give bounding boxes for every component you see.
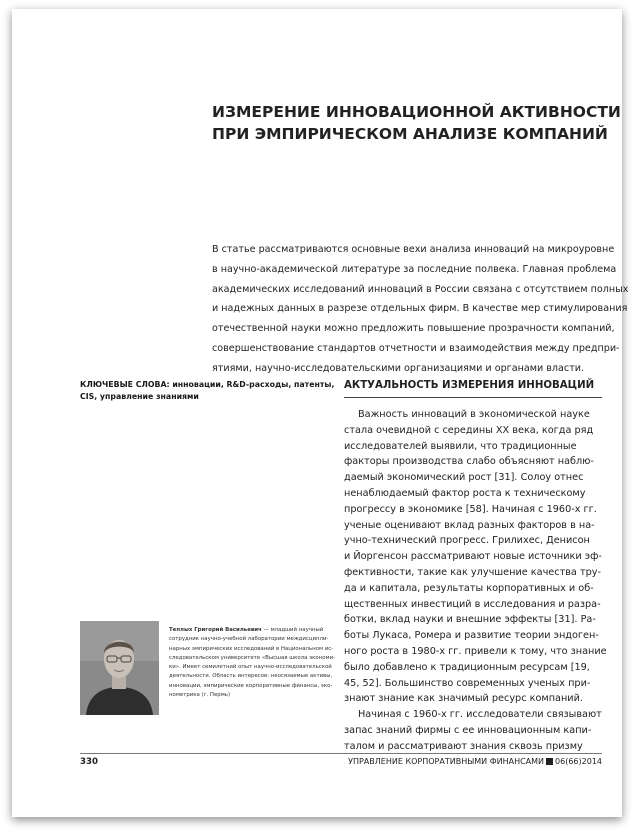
- author-portrait-icon: [80, 621, 159, 715]
- body-line: запас знаний фирмы с ее инновационным капи-: [344, 724, 592, 736]
- article-abstract: [212, 240, 629, 379]
- author-bio: [169, 626, 336, 700]
- bio-line: — младший научный: [261, 627, 324, 633]
- body-line: было добавлено к традиционным ресурсам [19,: [344, 661, 590, 673]
- abstract-line: В статье рассматриваются основные вехи анализа инноваций на микроуровне: [212, 244, 615, 255]
- keywords: КЛЮЧЕВЫЕ СЛОВА: инновации, R&D-расходы, патенты, CIS, управление знаниями: [80, 380, 335, 401]
- body-line: Важность инноваций в экономической науке: [358, 409, 590, 420]
- body-line: ного роста в 1980-х гг. привели к тому, что знание: [344, 645, 607, 657]
- square-icon: [546, 758, 553, 765]
- abstract-line: отечественной науки можно предложить повышение прозрачности компаний,: [212, 323, 615, 335]
- abstract-line: и надежных данных в разрезе отдельных фирм. В качестве мер стимулирования: [212, 303, 628, 315]
- bio-line: нометрика (г. Пермь): [169, 692, 231, 699]
- body-line: боты Лукаса, Ромера и развитие теории эндоген-: [344, 630, 599, 642]
- abstract-line: ятиями, научно-исследовательскими организациями и органами власти.: [212, 362, 585, 374]
- body-text: [344, 407, 607, 755]
- body-line: Начиная с 1960-х гг. исследователи связывают: [358, 709, 602, 721]
- body-line: прогрессу в экономике [58]. Начиная с 1960-х гг.: [344, 503, 597, 515]
- body-line: даемый экономический рост [31]. Солоу отнес: [344, 472, 584, 484]
- abstract-line: в научно-академической литературе за последние полвека. Главная проблема: [212, 263, 617, 275]
- author-photo: [80, 621, 159, 715]
- section-divider: [344, 397, 602, 398]
- body-line: ученые оценивают вклад разных факторов в на-: [344, 519, 595, 531]
- abstract-line: совершенствование стандартов отчетности и взаимодействия между предпри-: [212, 342, 620, 354]
- body-line: щественных инвестиций в исследования и разра-: [344, 598, 601, 610]
- bio-line: ки». Имеет семилетний опыт научно-исследовательской: [169, 664, 332, 671]
- body-line: талом и рассматривают знания сквозь призму: [344, 740, 583, 752]
- journal-page: [12, 9, 629, 817]
- footer-divider: [80, 753, 602, 754]
- bio-line: следовательском университете «Высшая школа экономи-: [169, 654, 336, 661]
- section-heading: АКТУАЛЬНОСТЬ ИЗМЕРЕНИЯ ИННОВАЦИЙ: [344, 380, 595, 391]
- bio-line: деятельности. Область интересов: неосязаемые активы,: [169, 673, 333, 680]
- title-line-2: ПРИ ЭМПИРИЧЕСКОМ АНАЛИЗЕ КОМПАНИЙ: [212, 125, 608, 143]
- body-line: и Йоргенсон рассматривают новые источники эф-: [344, 551, 602, 563]
- title-line-1: ИЗМЕРЕНИЕ ИННОВАЦИОННОЙ АКТИВНОСТИ: [212, 103, 621, 121]
- body-line: фективности, такие как улучшение качества тру-: [344, 566, 601, 578]
- body-line: исследователей выявили, что традиционные: [344, 440, 577, 452]
- journal-footer: [348, 757, 602, 766]
- body-line: да и капитала, результаты корпоративных и об-: [344, 582, 594, 594]
- journal-name: УПРАВЛЕНИЕ КОРПОРАТИВНЫМИ ФИНАНСАМИ: [348, 757, 545, 766]
- body-line: стала очевидной с середины XX века, когда ряд: [344, 424, 594, 436]
- bio-line: сотрудник научно-учебной лаборатории междисципли-: [169, 636, 329, 643]
- body-line: 45, 52]. Большинство современных ученых при-: [344, 677, 591, 689]
- body-line: факторы производства слабо объясняют наблю-: [344, 456, 594, 468]
- journal-issue: 06(66)2014: [555, 757, 602, 766]
- abstract-line: академических исследований инноваций в России связана с отсутствием полных: [212, 283, 629, 295]
- body-line: знают знание как значимый ресурс компаний.: [344, 693, 583, 705]
- article-title: [212, 101, 621, 145]
- author-name: Теплых Григорий Васильевич: [169, 627, 262, 633]
- bio-line: инновации, эмпирические корпоративные финансы, эко-: [169, 682, 333, 689]
- body-line: ботки, вклад науки и внешние эффекты [31]. Ра-: [344, 614, 596, 626]
- page-number: 330: [80, 757, 98, 767]
- bio-line: нарных эмпирических исследований в Национальном ис-: [169, 645, 334, 652]
- body-line: ненаблюдаемый фактор роста к техническому: [344, 487, 586, 499]
- body-line: учно-технический прогресс. Грилихес, Денисон: [344, 535, 590, 547]
